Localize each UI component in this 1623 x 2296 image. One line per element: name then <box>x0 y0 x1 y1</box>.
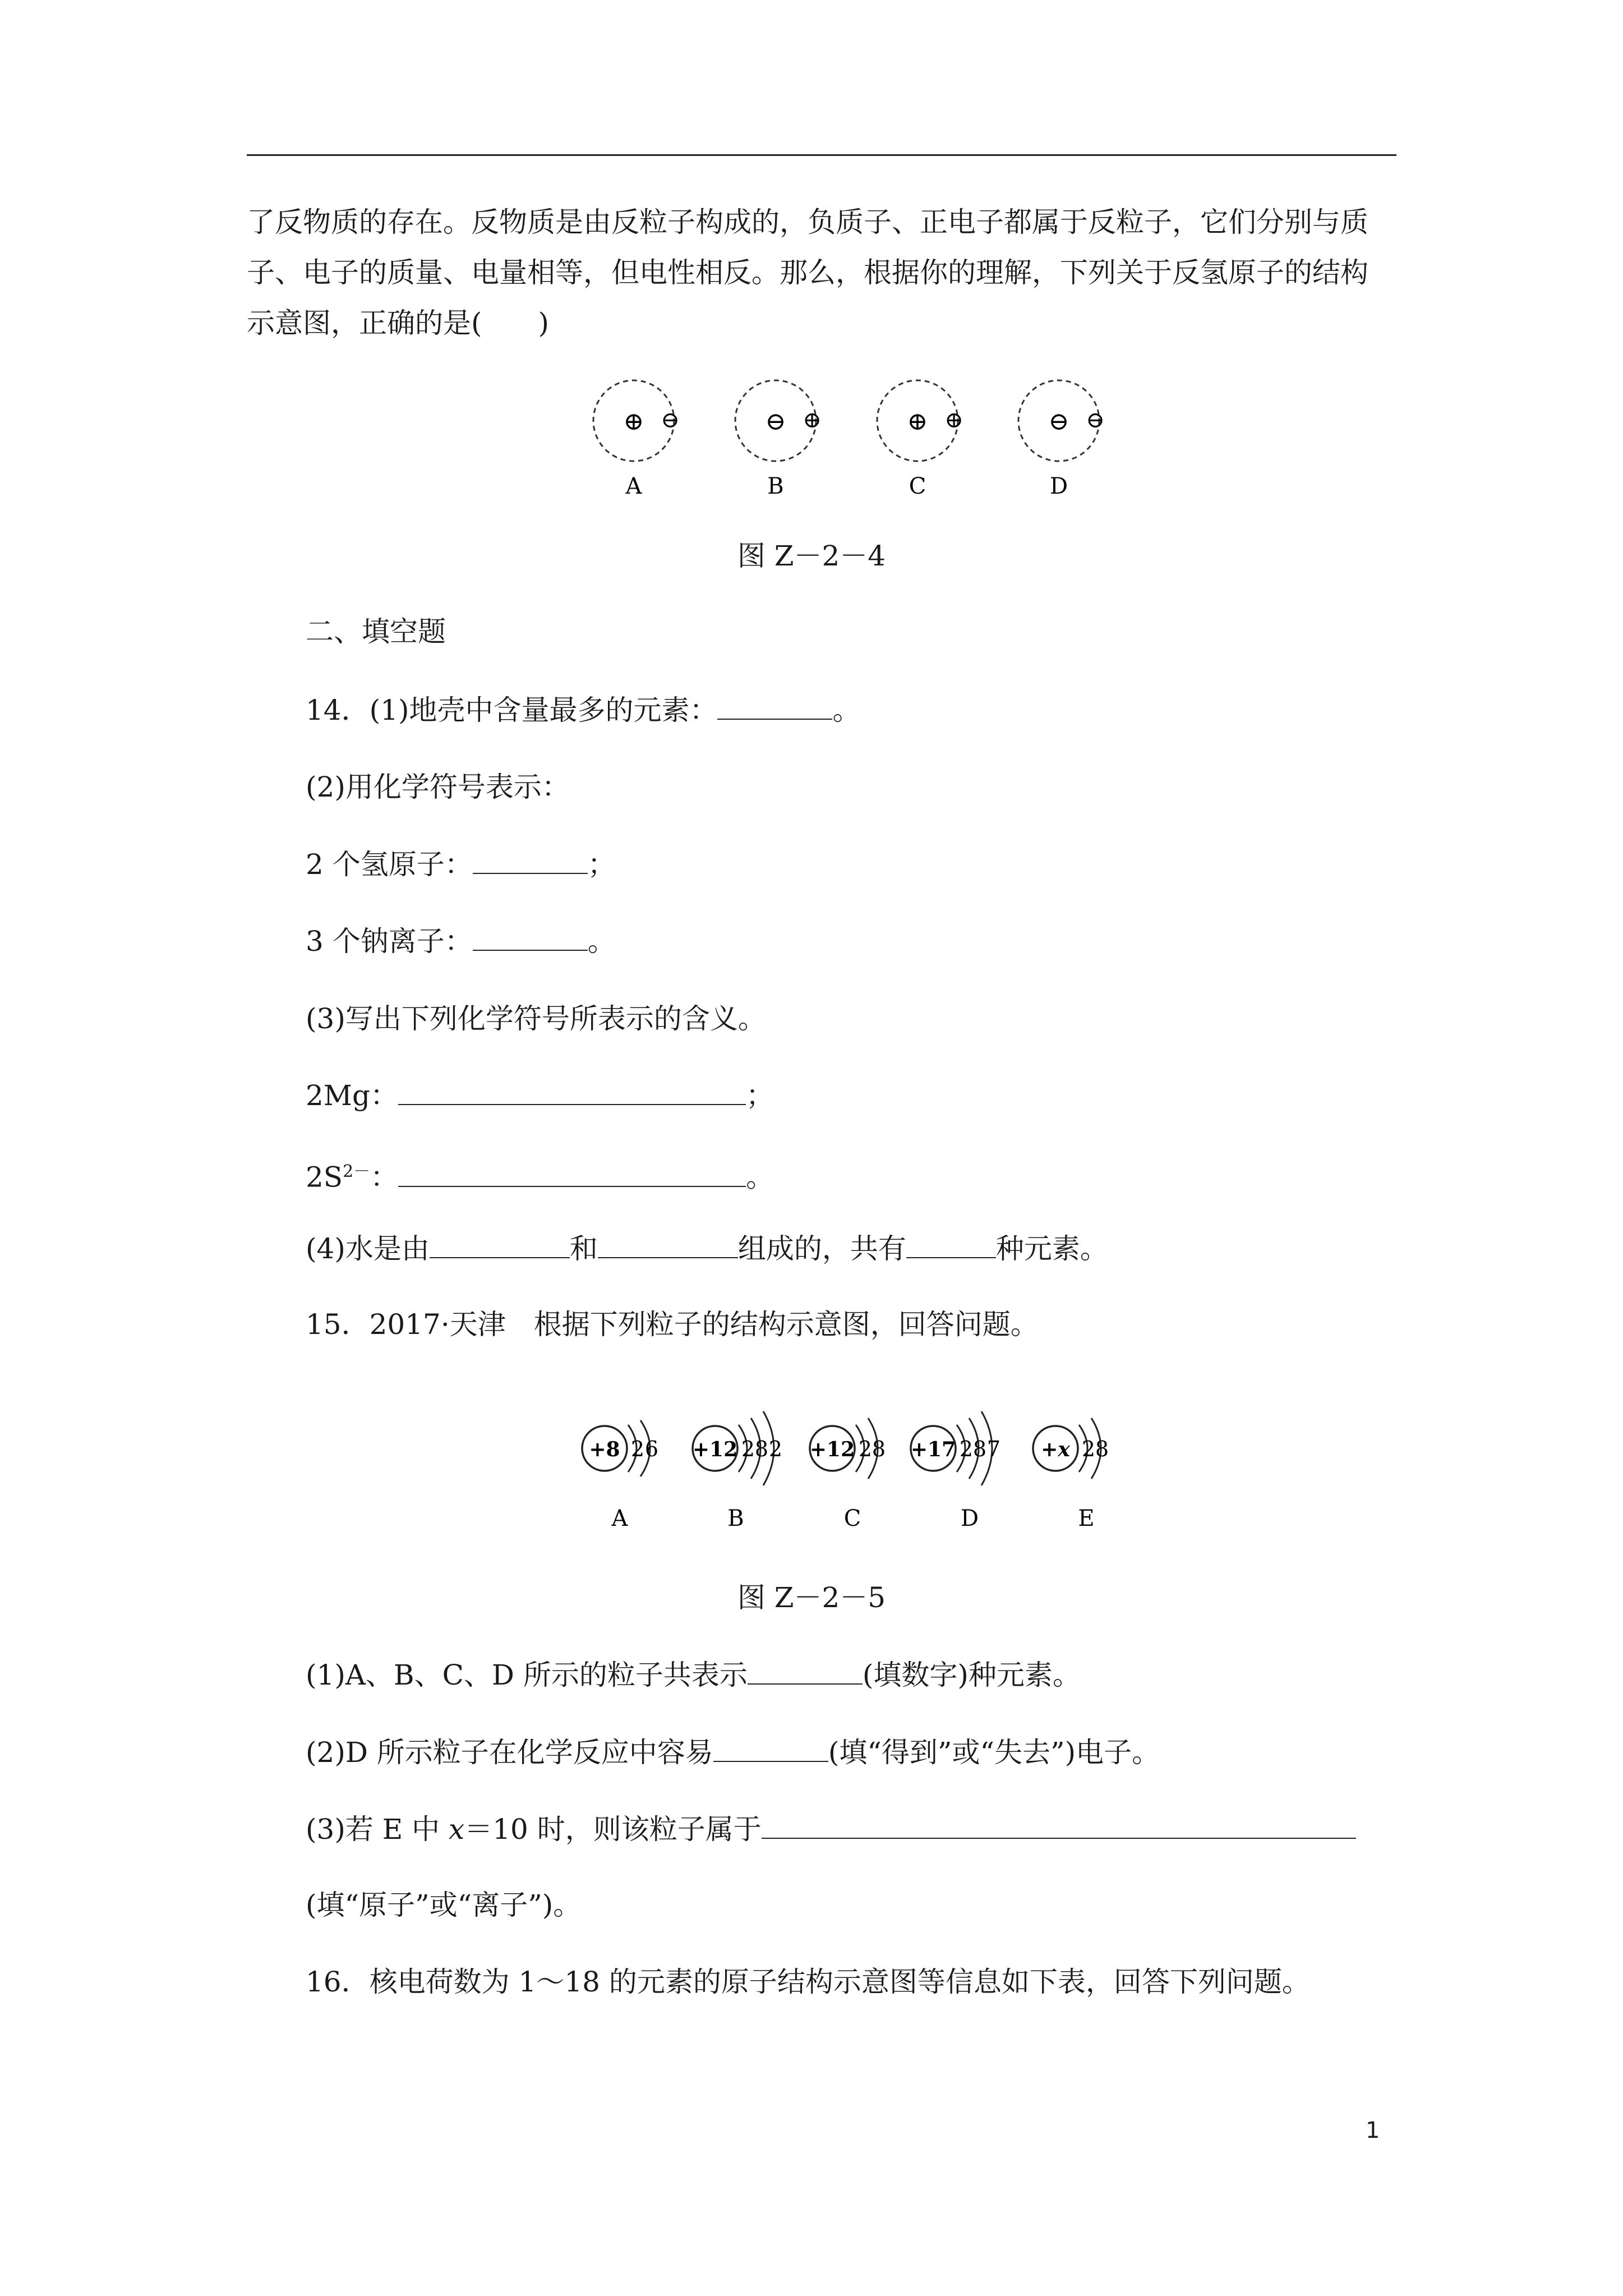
answer-blank[interactable] <box>717 693 832 720</box>
option-c-diagram <box>877 380 963 499</box>
particle-a-diagram <box>582 1420 658 1531</box>
shell-electrons: 2 <box>741 1437 755 1461</box>
electron-symbol: ⊕ <box>944 407 963 433</box>
q15-part1: (1)A、B、C、D 所示的粒子共表示 (填数字)种元素。 <box>306 1659 1081 1691</box>
answer-blank[interactable] <box>713 1735 828 1762</box>
particle-structure-figure <box>561 1397 1150 1543</box>
option-d-diagram <box>1018 380 1105 499</box>
option-a-diagram <box>593 380 680 499</box>
nucleus-charge: +12 <box>809 1438 855 1461</box>
option-label: D <box>1049 473 1068 499</box>
electron-symbol: ⊖ <box>661 407 680 433</box>
particle-label: B <box>727 1506 744 1531</box>
option-label: B <box>767 473 784 499</box>
shell-electrons: 8 <box>972 1437 987 1461</box>
q14-part2: (2)用化学符号表示： <box>306 771 570 803</box>
shell-electrons: 8 <box>872 1437 886 1461</box>
figure-caption-z-2-4: 图 Z－2－4 <box>737 540 886 572</box>
figure-caption-z-2-5: 图 Z－2－5 <box>737 1581 886 1614</box>
q14-part3-a: 2Mg： ； <box>306 1079 774 1112</box>
shell-electrons: 8 <box>1095 1437 1109 1461</box>
section-heading: 二、填空题 <box>306 615 446 648</box>
nucleus-symbol: ⊖ <box>1048 407 1069 436</box>
q15-title: 15．2017·天津 根据下列粒子的结构示意图，回答问题。 <box>306 1308 1039 1341</box>
intro-line-3: 示意图，正确的是( ) <box>247 307 550 339</box>
nucleus-charge: +17 <box>910 1438 956 1461</box>
option-label: A <box>625 473 642 499</box>
q14-part4: (4)水是由 和 组成的，共有 种元素。 <box>306 1232 1108 1265</box>
q14-part2-a: 2 个氢原子： ； <box>306 848 616 881</box>
answer-blank[interactable] <box>473 847 588 874</box>
option-b-diagram <box>735 380 822 499</box>
answer-blank[interactable] <box>398 1160 746 1187</box>
q14-part2-b: 3 个钠离子： 。 <box>306 925 616 958</box>
antihydrogen-figure <box>561 376 1150 510</box>
answer-blank[interactable] <box>598 1231 738 1258</box>
nucleus-charge: +x <box>1041 1438 1070 1461</box>
nucleus-charge: +12 <box>692 1438 738 1461</box>
shell-electrons: 8 <box>754 1437 769 1461</box>
electron-symbol: ⊖ <box>1086 407 1105 433</box>
shell-electrons: 2 <box>959 1437 974 1461</box>
header-rule <box>247 154 1396 156</box>
q15-part3: (3)若 E 中 x＝10 时，则该粒子属于 <box>306 1809 1356 1849</box>
nucleus-symbol: ⊕ <box>907 407 928 436</box>
answer-blank[interactable] <box>473 924 588 951</box>
q14-part1: 14．(1)地壳中含量最多的元素： 。 <box>306 694 861 726</box>
q15-part3-note: (填“原子”或“离子”)。 <box>306 1889 582 1921</box>
particle-label: A <box>611 1506 628 1531</box>
intro-line-1: 了反物质的存在。反物质是由反粒子构成的，负质子、正电子都属于反粒子，它们分别与质 <box>247 206 1368 238</box>
page-number: 1 <box>1366 2118 1380 2143</box>
particle-label: C <box>843 1506 861 1531</box>
particle-b-diagram <box>693 1411 782 1531</box>
particle-e-diagram <box>1033 1418 1109 1531</box>
nucleus-charge: +8 <box>589 1438 620 1461</box>
answer-blank[interactable] <box>762 1812 1356 1839</box>
particle-d-diagram <box>911 1411 1000 1531</box>
q16-text: 16．核电荷数为 1～18 的元素的原子结构示意图等信息如下表，回答下列问题。 <box>306 1966 1310 1998</box>
answer-blank[interactable] <box>398 1078 746 1105</box>
answer-blank[interactable] <box>906 1231 996 1258</box>
q14-part3-b: $2S^{2-}$： 。 <box>306 1161 774 1194</box>
answer-blank[interactable] <box>430 1231 570 1258</box>
answer-blank[interactable] <box>748 1658 863 1685</box>
intro-line-2: 子、电子的质量、电量相等，但电性相反。那么，根据你的理解，下列关于反氢原子的结构 <box>247 256 1368 289</box>
q14-part3: (3)写出下列化学符号所表示的含义。 <box>306 1002 766 1035</box>
shell-electrons: 7 <box>986 1437 1001 1461</box>
shell-electrons: 2 <box>768 1437 783 1461</box>
nucleus-symbol: ⊖ <box>765 407 786 436</box>
option-label: C <box>909 473 926 499</box>
shell-electrons: 2 <box>630 1437 645 1461</box>
particle-label: D <box>960 1506 979 1531</box>
shell-electrons: 2 <box>1081 1437 1096 1461</box>
q15-part2: (2)D 所示粒子在化学反应中容易 (填“得到”或“失去”)电子。 <box>306 1736 1160 1769</box>
particle-c-diagram <box>810 1418 886 1531</box>
particle-label: E <box>1078 1506 1095 1531</box>
shell-electrons: 2 <box>858 1437 873 1461</box>
electron-symbol: ⊕ <box>803 407 822 433</box>
shell-electrons: 6 <box>644 1437 659 1461</box>
nucleus-symbol: ⊕ <box>623 407 644 436</box>
